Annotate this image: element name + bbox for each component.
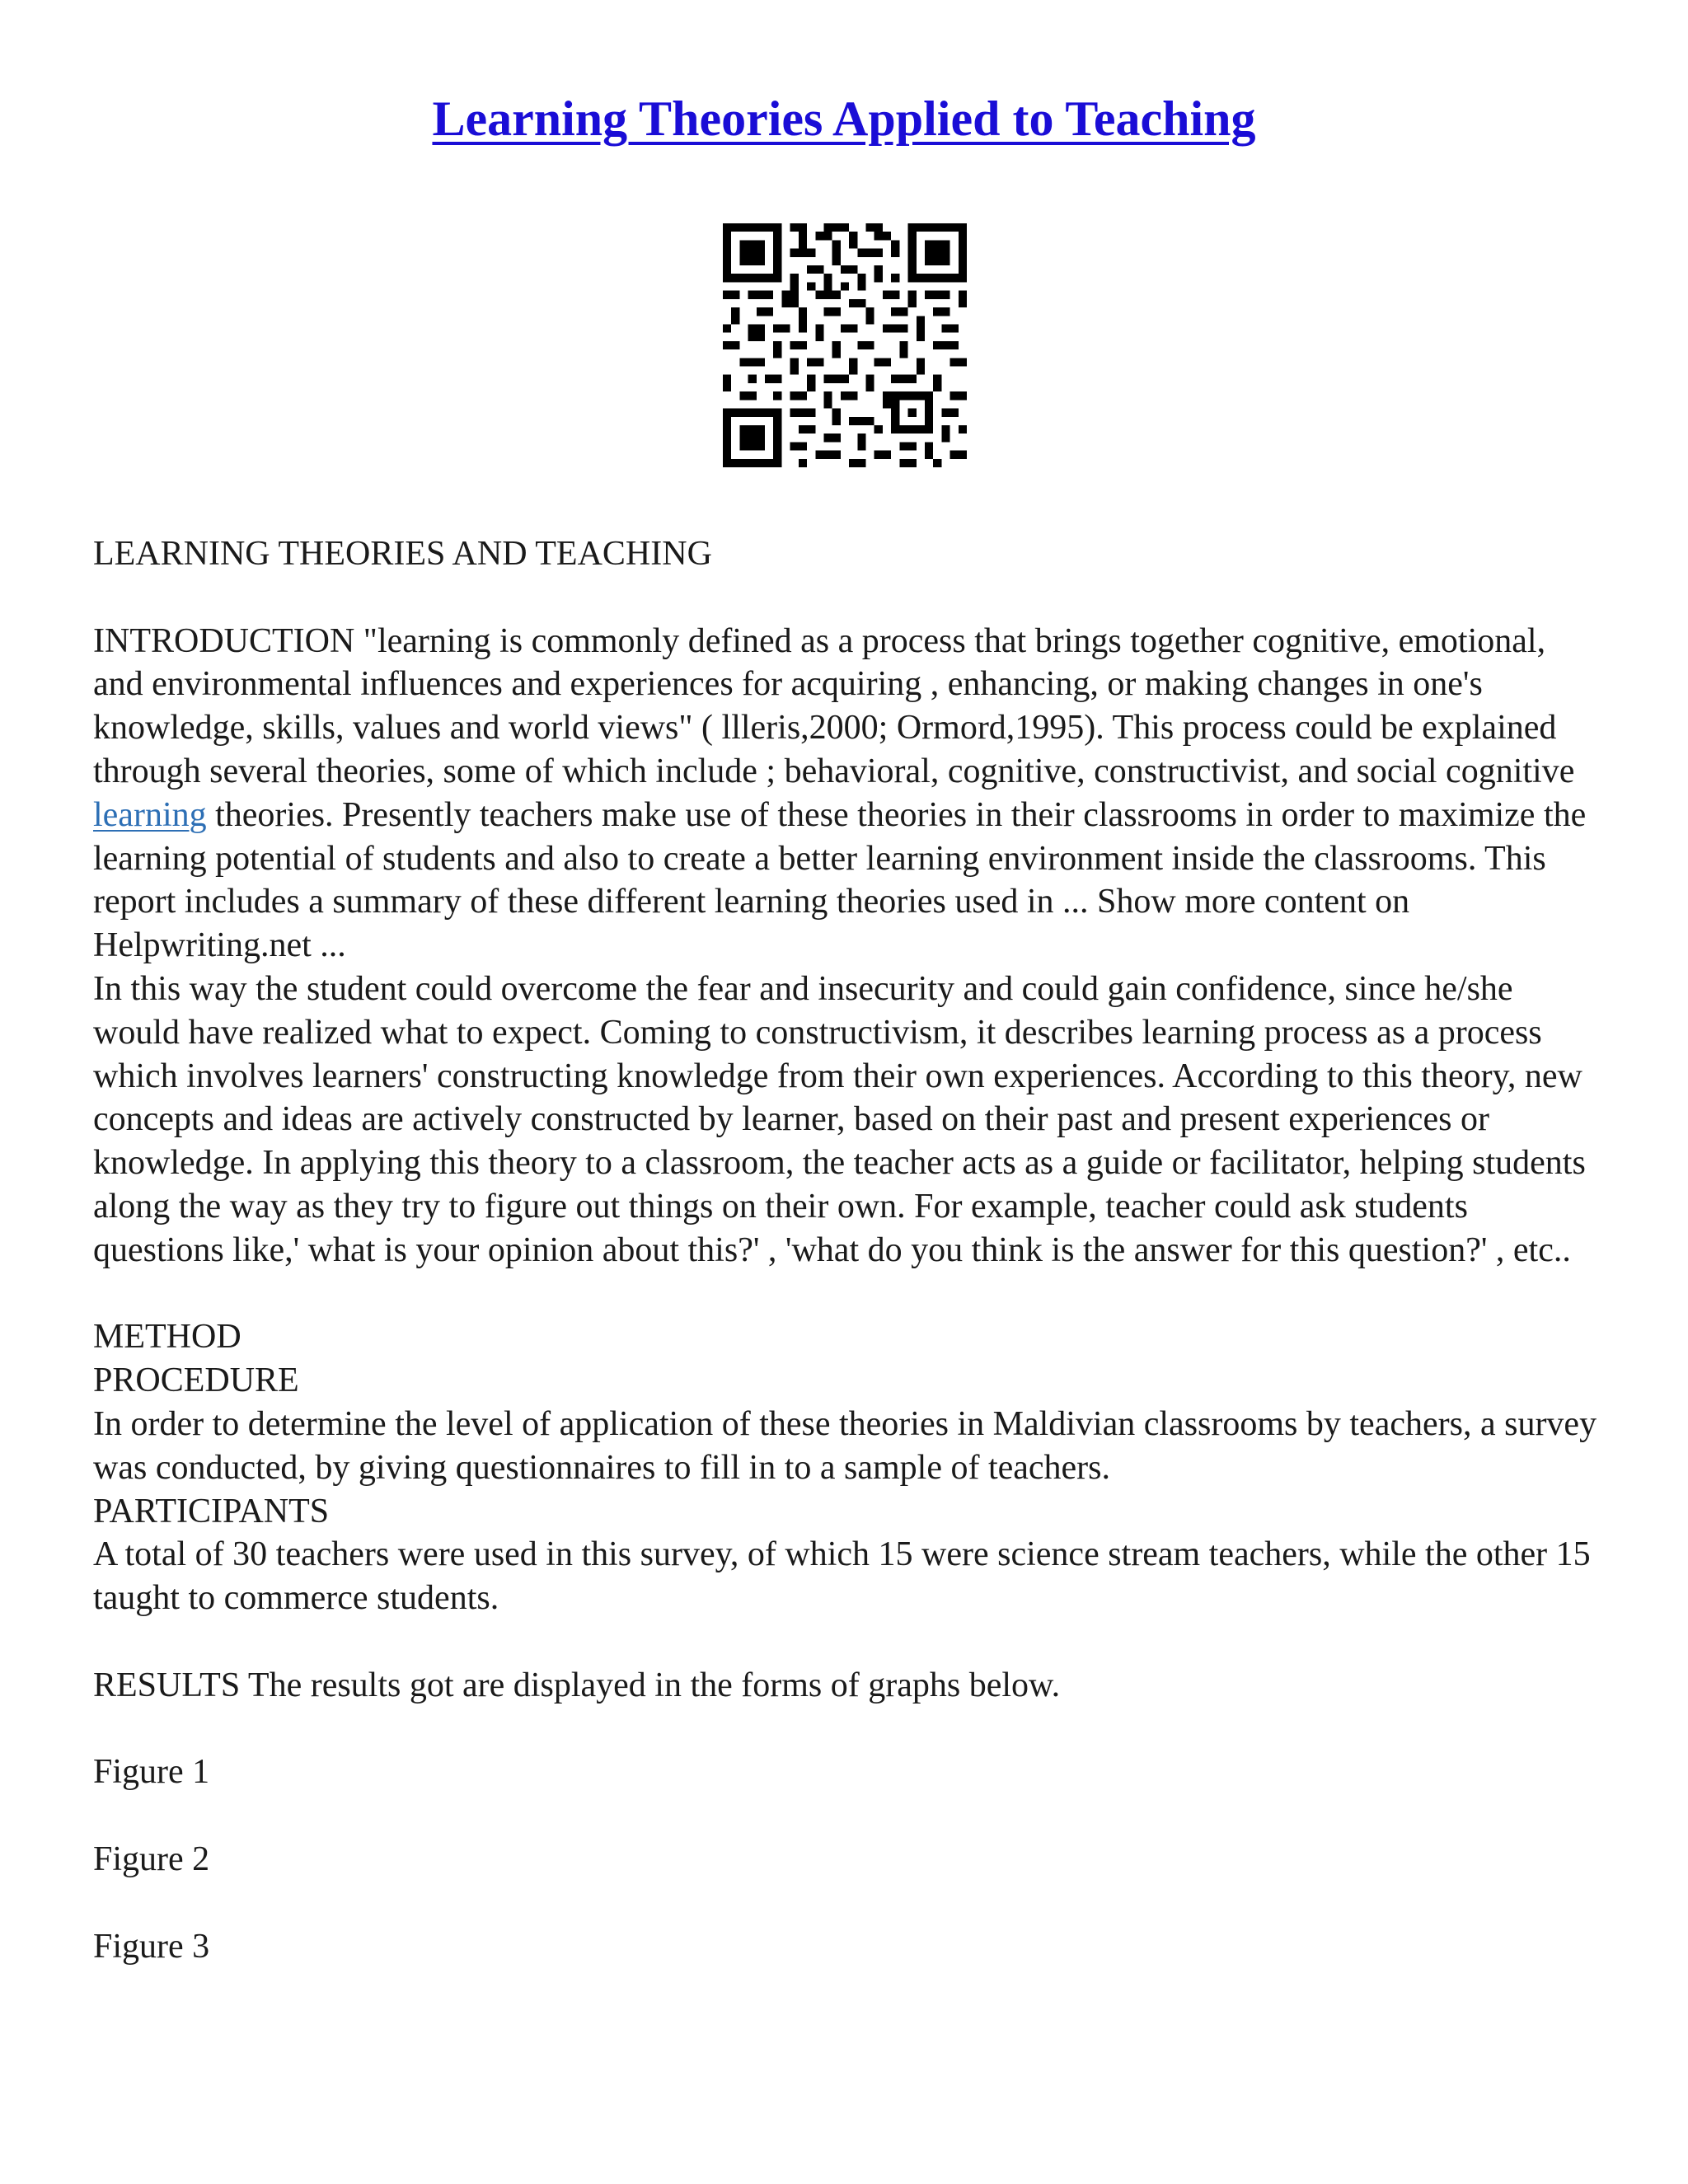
- continuation-paragraph: In this way the student could overcome the fear and insecurity and could gain confidence, since he/she would have realized what to expect. Coming to constructivism, it describes learning process as a process which involves learners' constructing knowledge from their own experiences. According to this theory, new concepts and ideas are actively constructed by learner, based on their past and present experiences or knowledge. In applying this theory to a classroom, the teacher acts as a guide or facilitator, helping students along the way as they try to figure out things on their own. For example, teacher could ask students questions like,' what is your opinion about this?' , 'what do you think is the answer for this question?' , etc..: [93, 969, 1586, 1269]
- participants-heading: PARTICIPANTS: [93, 1492, 330, 1530]
- results-paragraph: RESULTS The results got are displayed in the forms of graphs below.: [93, 1666, 1061, 1704]
- document-title-link[interactable]: Learning Theories Applied to Teaching: [432, 91, 1256, 146]
- procedure-paragraph: In order to determine the level of application of these theories in Maldivian classrooms by teachers, a survey was conducted, by giving questionnaires to fill in to a sample of teachers.: [93, 1404, 1597, 1487]
- procedure-heading: PROCEDURE: [93, 1361, 299, 1400]
- spacer: [93, 1708, 1601, 1751]
- intro-text-before-link: INTRODUCTION "learning is commonly defined as a process that brings together cognitive, emotional, and environmental influences and experiences for acquiring , enhancing, or making changes in one's knowledge, skills, values and world views" ( lllеris,2000; Ormord,1995). This process could be explained through several theories, some of which include ; behavioral, cognitive, constructivist, and social cognitive: [93, 621, 1575, 790]
- spacer: [93, 1272, 1601, 1316]
- figure-label: Figure 1: [93, 1753, 210, 1792]
- participants-paragraph: A total of 30 teachers were used in this survey, of which 15 were science stream teachers, while the other 15 taught to commerce students.: [93, 1535, 1591, 1618]
- intro-text-after-link: theories. Presently teachers make use of these theories in their classrooms in order to maximize the learning potential of students and also to create a better learning environment inside the classrooms. This report includes a summary of these different learning theories used in ... Show more content on Helpwriting.net ...: [93, 795, 1587, 965]
- qr-code: [723, 223, 967, 467]
- spacer: [93, 1882, 1601, 1925]
- learning-link[interactable]: learning: [93, 795, 207, 834]
- introduction-paragraph: [93, 620, 1601, 968]
- document-body: [93, 532, 1601, 1968]
- spacer: [93, 576, 1601, 620]
- figure-label: Figure 2: [93, 1840, 210, 1878]
- spacer: [93, 1620, 1601, 1664]
- figure-label: Figure 3: [93, 1927, 210, 1966]
- spacer: [93, 1794, 1601, 1838]
- section-heading: LEARNING THEORIES AND TEACHING: [93, 535, 712, 573]
- method-heading: METHOD: [93, 1318, 241, 1357]
